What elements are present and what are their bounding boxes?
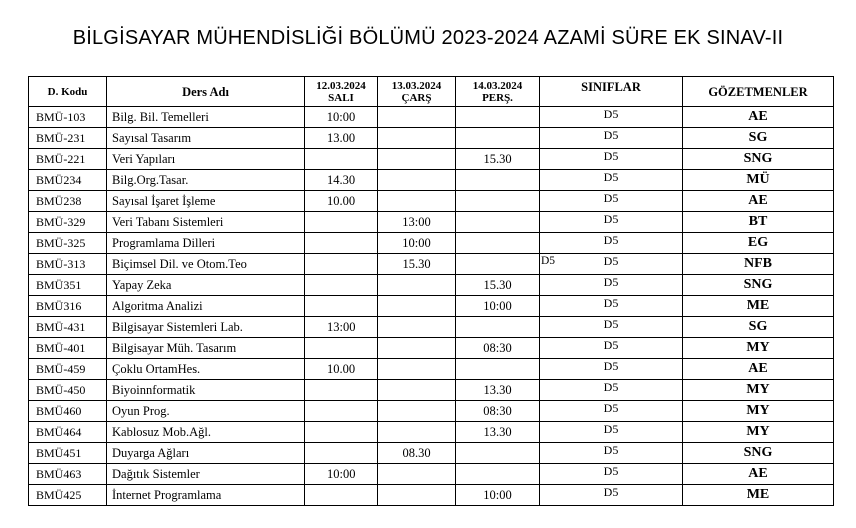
classroom-cell: D5 [540,317,683,338]
supervisor-cell: AE [683,464,834,485]
day-1-time-cell [305,338,378,359]
course-code-cell: BMÜ-450 [29,380,107,401]
table-row [29,170,834,191]
day-2-time-cell: 10:00 [378,233,456,254]
classroom-cell: D5 [540,170,683,191]
header-day-3 [456,77,540,107]
day-3-time-cell [456,107,540,128]
day-2-time-cell: 15.30 [378,254,456,275]
supervisor-cell: MY [683,422,834,443]
classroom-cell: D5 [540,107,683,128]
classroom-cell: D5 [540,128,683,149]
day-3-time-cell [456,191,540,212]
course-code-cell: BMÜ-459 [29,359,107,380]
classroom-cell: D5 [540,212,683,233]
day-1-time-cell [305,275,378,296]
course-code-cell: BMÜ-221 [29,149,107,170]
day-2-time-cell [378,464,456,485]
classroom-cell: D5 [540,191,683,212]
header-code: D. Kodu [29,77,107,107]
day-2-time-cell: 08.30 [378,443,456,464]
course-name-cell: Bilg. Bil. Temelleri [107,107,305,128]
header-day-2 [378,77,456,107]
header-row [29,77,834,107]
table-row [29,338,834,359]
table-row [29,443,834,464]
page-title: BİLGİSAYAR MÜHENDİSLİĞİ BÖLÜMÜ 2023-2024 AZAMİ SÜRE EK SINAV-II [72,27,784,49]
table-row [29,359,834,380]
day-2-time-cell: 13:00 [378,212,456,233]
table-row [29,296,834,317]
supervisor-cell: ME [683,296,834,317]
day-2-time-cell [378,275,456,296]
day-1-time-cell [305,443,378,464]
day-1-time-cell [305,422,378,443]
supervisor-cell: NFB [683,254,834,275]
course-name-cell: Yapay Zeka [107,275,305,296]
day-3-time-cell: 08:30 [456,338,540,359]
course-code-cell: BMÜ234 [29,170,107,191]
course-name-cell: Oyun Prog. [107,401,305,422]
course-code-cell: BMÜ238 [29,191,107,212]
day-3-time-cell: 10:00 [456,485,540,506]
day-1-time-cell: 10:00 [305,107,378,128]
header-day-1-weekday: SALI [328,91,354,104]
classroom-cell: D5 [540,338,683,359]
course-code-cell: BMÜ464 [29,422,107,443]
day-2-time-cell [378,359,456,380]
course-name-cell: Sayısal Tasarım [107,128,305,149]
course-code-cell: BMÜ316 [29,296,107,317]
day-3-time-cell: 15.30 [456,275,540,296]
course-code-cell: BMÜ351 [29,275,107,296]
classroom-cell: D5 [540,422,683,443]
table-row [29,464,834,485]
table-row [29,233,834,254]
supervisor-cell: AE [683,359,834,380]
day-2-time-cell [378,128,456,149]
day-1-time-cell: 10:00 [305,464,378,485]
day-3-time-cell [456,254,540,275]
header-day-1 [305,77,378,107]
course-name-cell: Biçimsel Dil. ve Otom.Teo [107,254,305,275]
course-name-cell: Bilg.Org.Tasar. [107,170,305,191]
course-code-cell: BMÜ-329 [29,212,107,233]
supervisor-cell: SNG [683,443,834,464]
supervisor-cell: SNG [683,275,834,296]
supervisor-cell: MY [683,401,834,422]
course-name-cell: İnternet Programlama [107,485,305,506]
day-3-time-cell [456,212,540,233]
day-1-time-cell [305,401,378,422]
day-1-time-cell [305,233,378,254]
day-1-time-cell: 10.00 [305,359,378,380]
classroom-cell: D5 [540,296,683,317]
supervisor-cell: SG [683,128,834,149]
course-name-cell: Biyoinnformatik [107,380,305,401]
course-code-cell: BMÜ-431 [29,317,107,338]
course-code-cell: BMÜ463 [29,464,107,485]
classroom-cell: D5 [540,380,683,401]
day-2-time-cell [378,380,456,401]
day-2-time-cell [378,338,456,359]
supervisor-cell: MY [683,380,834,401]
classroom-cell: D5 [540,464,683,485]
table-row [29,191,834,212]
classroom-cell: D5 [540,485,683,506]
day-3-time-cell: 13.30 [456,380,540,401]
course-code-cell: BMÜ451 [29,443,107,464]
day-3-time-cell [456,317,540,338]
course-name-cell: Bilgisayar Sistemleri Lab. [107,317,305,338]
day-3-time-cell: 13.30 [456,422,540,443]
header-day-2-weekday: ÇARŞ [401,91,432,104]
day-1-time-cell: 13:00 [305,317,378,338]
table-row [29,401,834,422]
course-name-cell: Duyarga Ağları [107,443,305,464]
table-row [29,107,834,128]
supervisor-cell: BT [683,212,834,233]
course-code-cell: BMÜ-325 [29,233,107,254]
supervisor-cell: EG [683,233,834,254]
day-1-time-cell [305,149,378,170]
header-classes: SINIFLAR [540,77,683,107]
supervisor-cell: MÜ [683,170,834,191]
course-name-cell: Kablosuz Mob.Ağl. [107,422,305,443]
day-3-time-cell: 08:30 [456,401,540,422]
day-3-time-cell [456,128,540,149]
day-1-time-cell: 13.00 [305,128,378,149]
table-row [29,212,834,233]
day-1-time-cell [305,485,378,506]
course-name-cell: Veri Yapıları [107,149,305,170]
day-1-time-cell [305,254,378,275]
header-day-3-weekday: PERŞ. [482,91,513,104]
stray-classroom-label: D5 [541,255,556,267]
day-2-time-cell [378,149,456,170]
course-code-cell: BMÜ-401 [29,338,107,359]
supervisor-cell: SNG [683,149,834,170]
course-name-cell: Veri Tabanı Sistemleri [107,212,305,233]
exam-schedule-table [28,76,834,506]
day-1-time-cell [305,296,378,317]
day-3-time-cell [456,170,540,191]
day-1-time-cell [305,212,378,233]
day-2-time-cell [378,401,456,422]
header-day-3-date: 14.03.2024 [472,79,523,92]
course-code-cell: BMÜ-313 [29,254,107,275]
classroom-cell: D5 [540,275,683,296]
day-2-time-cell [378,296,456,317]
supervisor-cell: AE [683,107,834,128]
table-row [29,275,834,296]
course-name-cell: Sayısal İşaret İşleme [107,191,305,212]
table-row [29,317,834,338]
classroom-cell: D5 D5 [540,254,683,275]
day-3-time-cell [456,233,540,254]
course-name-cell: Bilgisayar Müh. Tasarım [107,338,305,359]
day-3-time-cell [456,443,540,464]
day-2-time-cell [378,422,456,443]
classroom-cell: D5 [540,149,683,170]
course-name-cell: Algoritma Analizi [107,296,305,317]
classroom-cell: D5 [540,401,683,422]
classroom-cell: D5 [540,233,683,254]
table-row [29,128,834,149]
header-supervisors: GÖZETMENLER [683,77,834,107]
course-name-cell: Dağıtık Sistemler [107,464,305,485]
day-1-time-cell: 10.00 [305,191,378,212]
header-day-1-date: 12.03.2024 [316,79,366,92]
course-name-cell: Çoklu OrtamHes. [107,359,305,380]
day-2-time-cell [378,107,456,128]
day-2-time-cell [378,317,456,338]
classroom-cell: D5 [540,359,683,380]
day-1-time-cell: 14.30 [305,170,378,191]
header-day-2-date: 13.03.2024 [391,79,442,92]
table-row [29,149,834,170]
table-row [29,380,834,401]
header-name: Ders Adı [107,77,305,107]
day-1-time-cell [305,380,378,401]
supervisor-cell: SG [683,317,834,338]
day-3-time-cell [456,464,540,485]
classroom-cell: D5 [540,443,683,464]
day-2-time-cell [378,191,456,212]
supervisor-cell: ME [683,485,834,506]
day-3-time-cell [456,359,540,380]
supervisor-cell: MY [683,338,834,359]
supervisor-cell: AE [683,191,834,212]
day-2-time-cell [378,170,456,191]
course-code-cell: BMÜ-103 [29,107,107,128]
course-code-cell: BMÜ425 [29,485,107,506]
course-code-cell: BMÜ-231 [29,128,107,149]
course-code-cell: BMÜ460 [29,401,107,422]
day-2-time-cell [378,485,456,506]
day-3-time-cell: 10:00 [456,296,540,317]
day-3-time-cell: 15.30 [456,149,540,170]
course-name-cell: Programlama Dilleri [107,233,305,254]
table-row [29,254,834,275]
table-row [29,485,834,506]
table-row [29,422,834,443]
